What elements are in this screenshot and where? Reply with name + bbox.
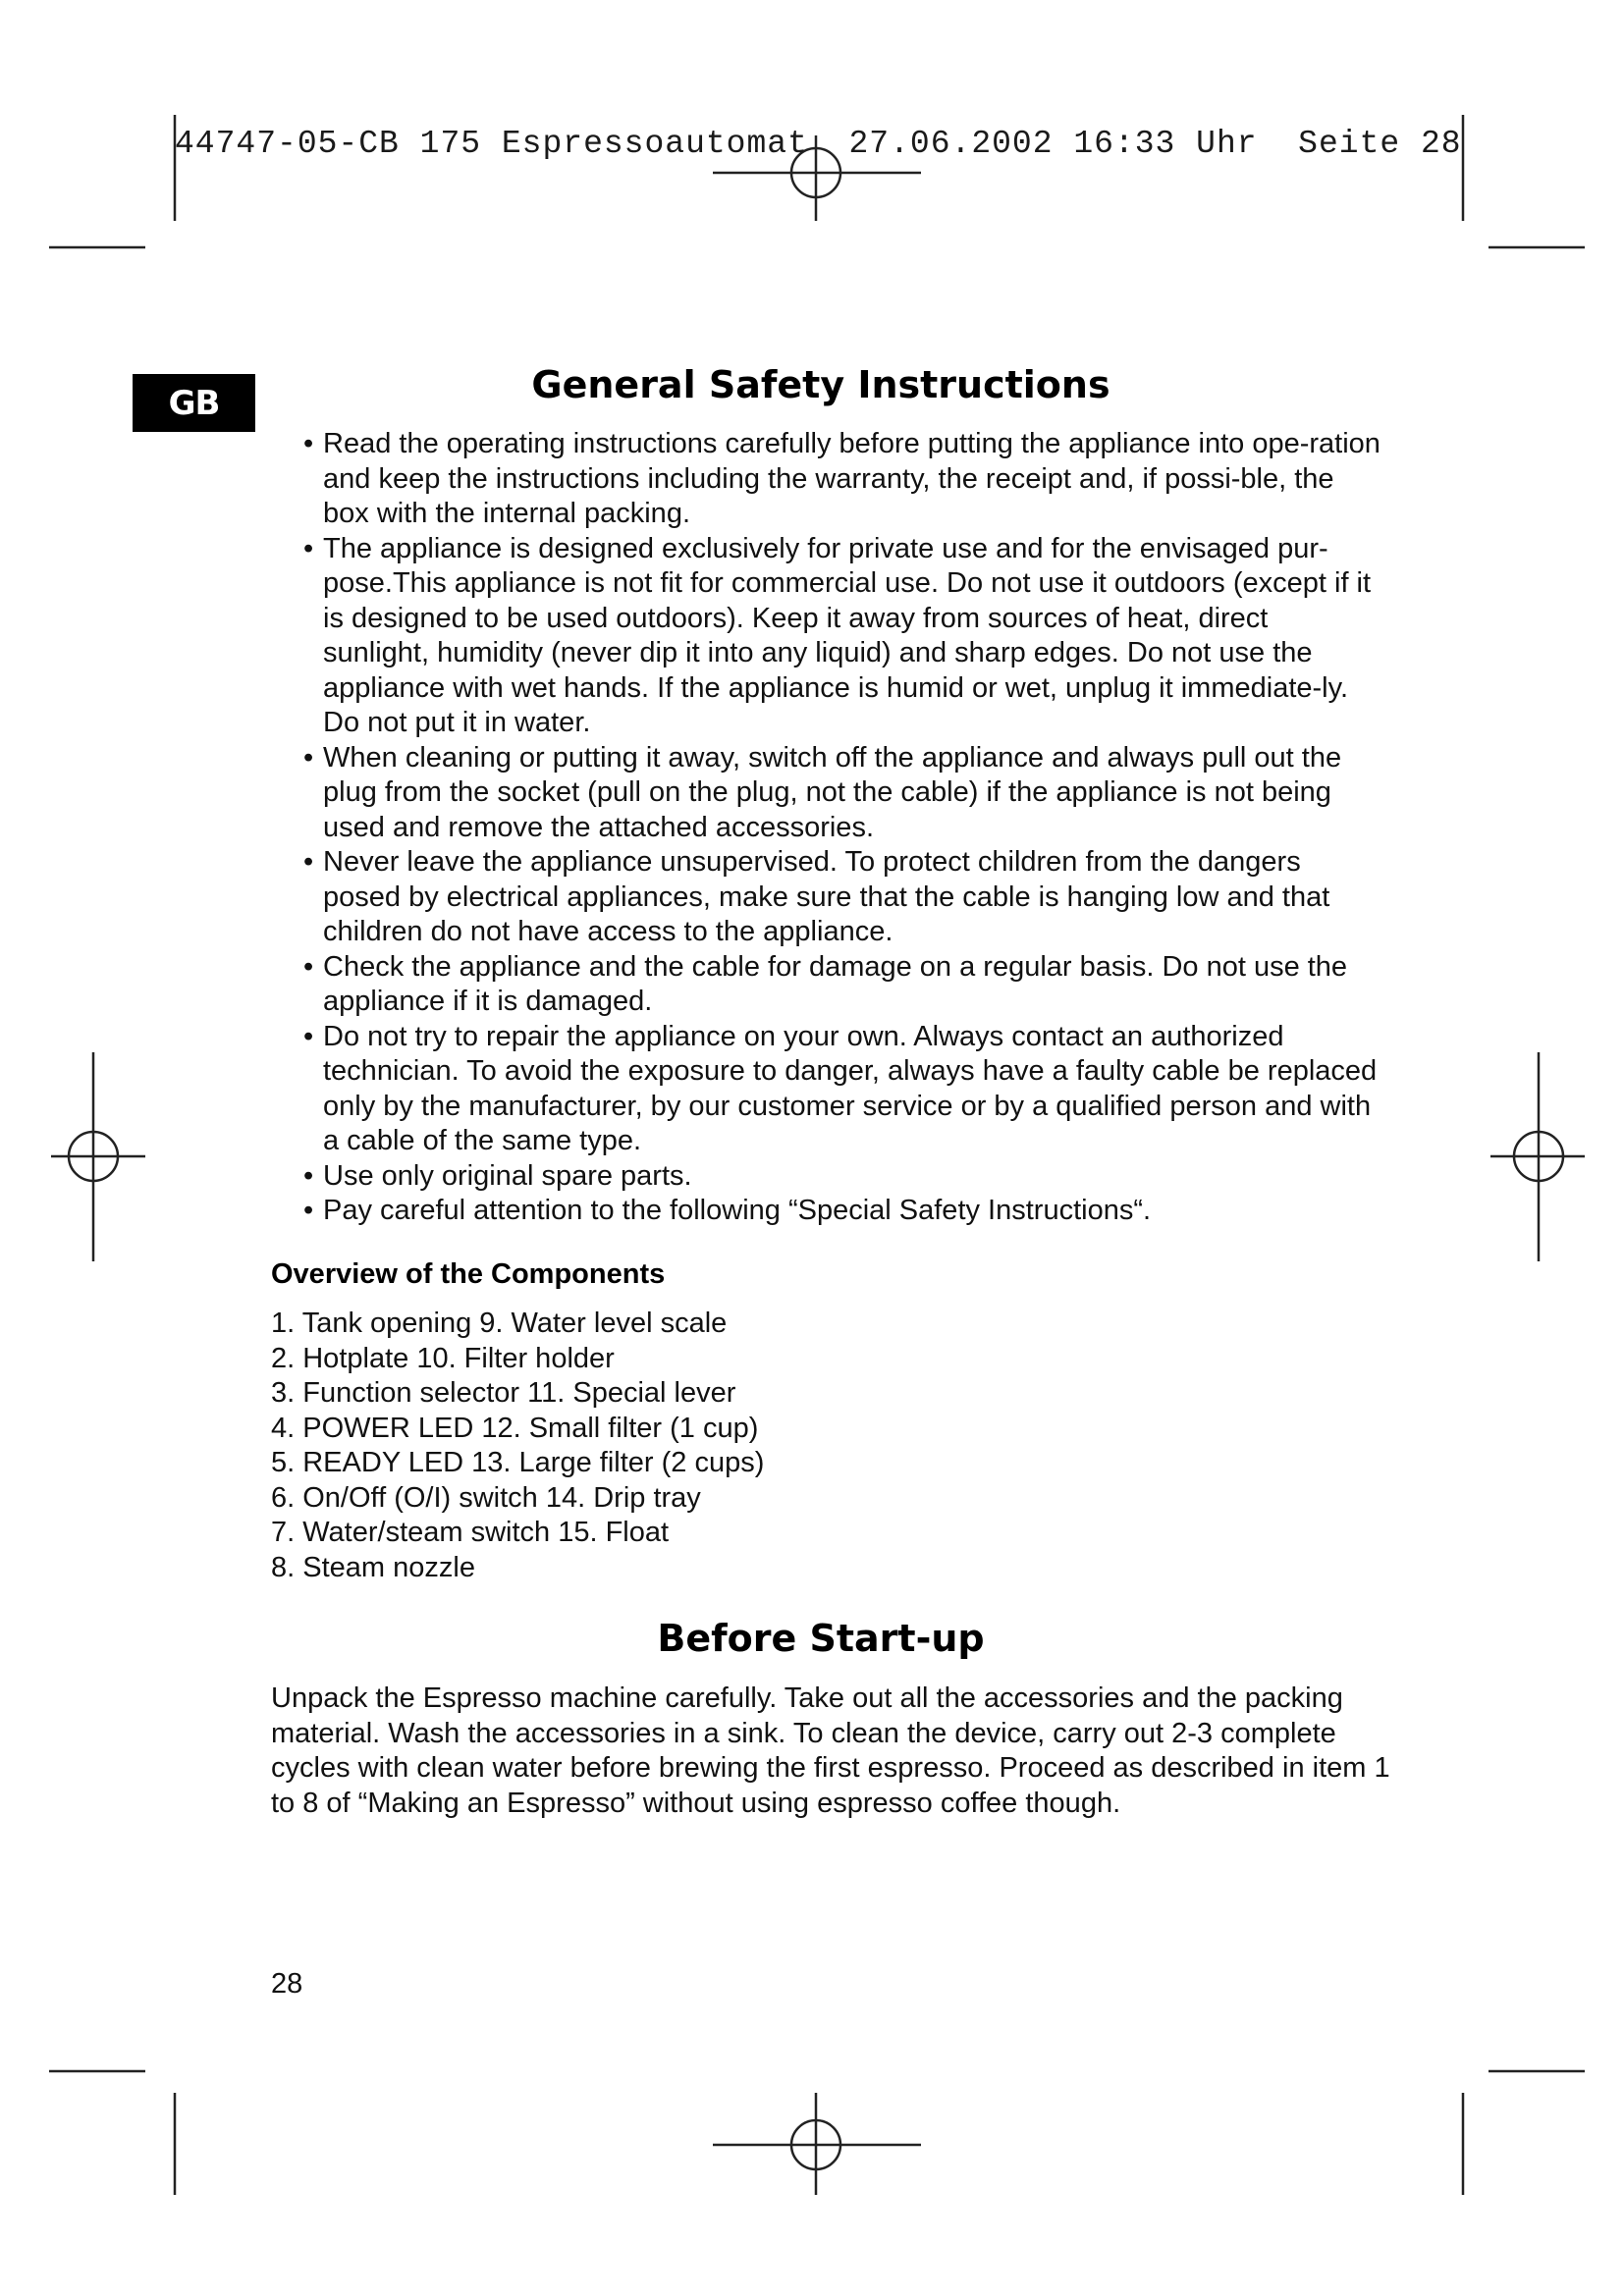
startup-heading: Before Start-up bbox=[657, 1617, 985, 1660]
component-item: 7. Water/steam switch 15. Float bbox=[271, 1517, 670, 1548]
startup-paragraph: Unpack the Espresso machine carefully. Take out all the accessories and the packing material. Wash the accessories in a sink. To clean the device, carry out 2-3 complete cycles with clean water before brewing the first espresso. Proceed as described in item 1 to 8 of “Making an Espresso” without using espresso coffee though. bbox=[271, 1682, 1390, 1819]
bullet: • bbox=[303, 846, 314, 878]
print-header: 44747-05-CB 175 Espressoautomat 27.06.2002 16:33 Uhr Seite 28 bbox=[175, 126, 1462, 162]
components-heading: Overview of the Components bbox=[271, 1258, 666, 1290]
safety-item: • Never leave the appliance unsupervised. To protect children from the dangers posed by electrical appliances, make sure that the cable is hanging low and that children do not have access to the appliance. bbox=[303, 846, 1330, 947]
bullet: • bbox=[303, 1020, 314, 1052]
safety-item: • Use only original spare parts. bbox=[271, 1159, 1380, 1195]
safety-item: • Read the operating instructions carefully before putting the appliance into ope-ration and keep the instructions including the warranty, the receipt and, if possi-ble, the box with the internal packing. bbox=[303, 428, 1380, 529]
component-item: 4. POWER LED 12. Small filter (1 cup) bbox=[271, 1412, 759, 1444]
registration-mark bbox=[713, 2093, 921, 2195]
component-item: 3. Function selector 11. Special lever bbox=[271, 1377, 736, 1409]
safety-item: • When cleaning or putting it away, switch off the appliance and always pull out the plug from the socket (pull on the plug, not the cable) if the appliance is not being used and remove the attached accessories. bbox=[303, 741, 1342, 843]
safety-item: • Do not try to repair the appliance on your own. Always contact an authorized technician. To avoid the exposure to danger, always have a faulty cable be replaced only by the manufacturer, by our customer service or by a qualified person and with a cable of the same type. bbox=[303, 1020, 1378, 1156]
bullet: • bbox=[303, 1159, 314, 1192]
safety-heading: General Safety Instructions bbox=[531, 363, 1110, 406]
safety-list bbox=[271, 427, 1380, 1229]
bullet: • bbox=[303, 741, 314, 774]
component-item: 8. Steam nozzle bbox=[271, 1551, 475, 1583]
safety-item: • Pay careful attention to the following “Special Safety Instructions“. bbox=[271, 1194, 1380, 1229]
bullet: • bbox=[303, 532, 314, 564]
bullet: • bbox=[303, 950, 314, 983]
safety-item: • Check the appliance and the cable for damage on a regular basis. Do not use the appliance if it is damaged. bbox=[303, 950, 1348, 1017]
page-number: 28 bbox=[271, 1968, 303, 2000]
component-item: 2. Hotplate 10. Filter holder bbox=[271, 1342, 615, 1374]
component-item: 6. On/Off (O/I) switch 14. Drip tray bbox=[271, 1481, 701, 1514]
registration-mark bbox=[51, 1052, 145, 1261]
bullet: • bbox=[303, 1195, 314, 1226]
safety-item: • The appliance is designed exclusively for private use and for the envisaged pur-pose.This appliance is not fit for commercial use. Do not use it outdoors (except if it is designed to be used outdoors). Keep it away from sources of heat, direct sunlight, humidity (never dip it into any liquid) and sharp edges. Do not use the appliance with wet hands. If the appliance is humid or wet, unplug it immediate-ly. Do not put it in water. bbox=[303, 532, 1372, 738]
components-list bbox=[271, 1307, 764, 1585]
language-tab: GB bbox=[133, 374, 255, 432]
component-item: 5. READY LED 13. Large filter (2 cups) bbox=[271, 1447, 765, 1478]
registration-mark bbox=[1490, 1052, 1585, 1261]
bullet: • bbox=[303, 428, 314, 459]
component-item: 1. Tank opening 9. Water level scale bbox=[271, 1308, 728, 1339]
